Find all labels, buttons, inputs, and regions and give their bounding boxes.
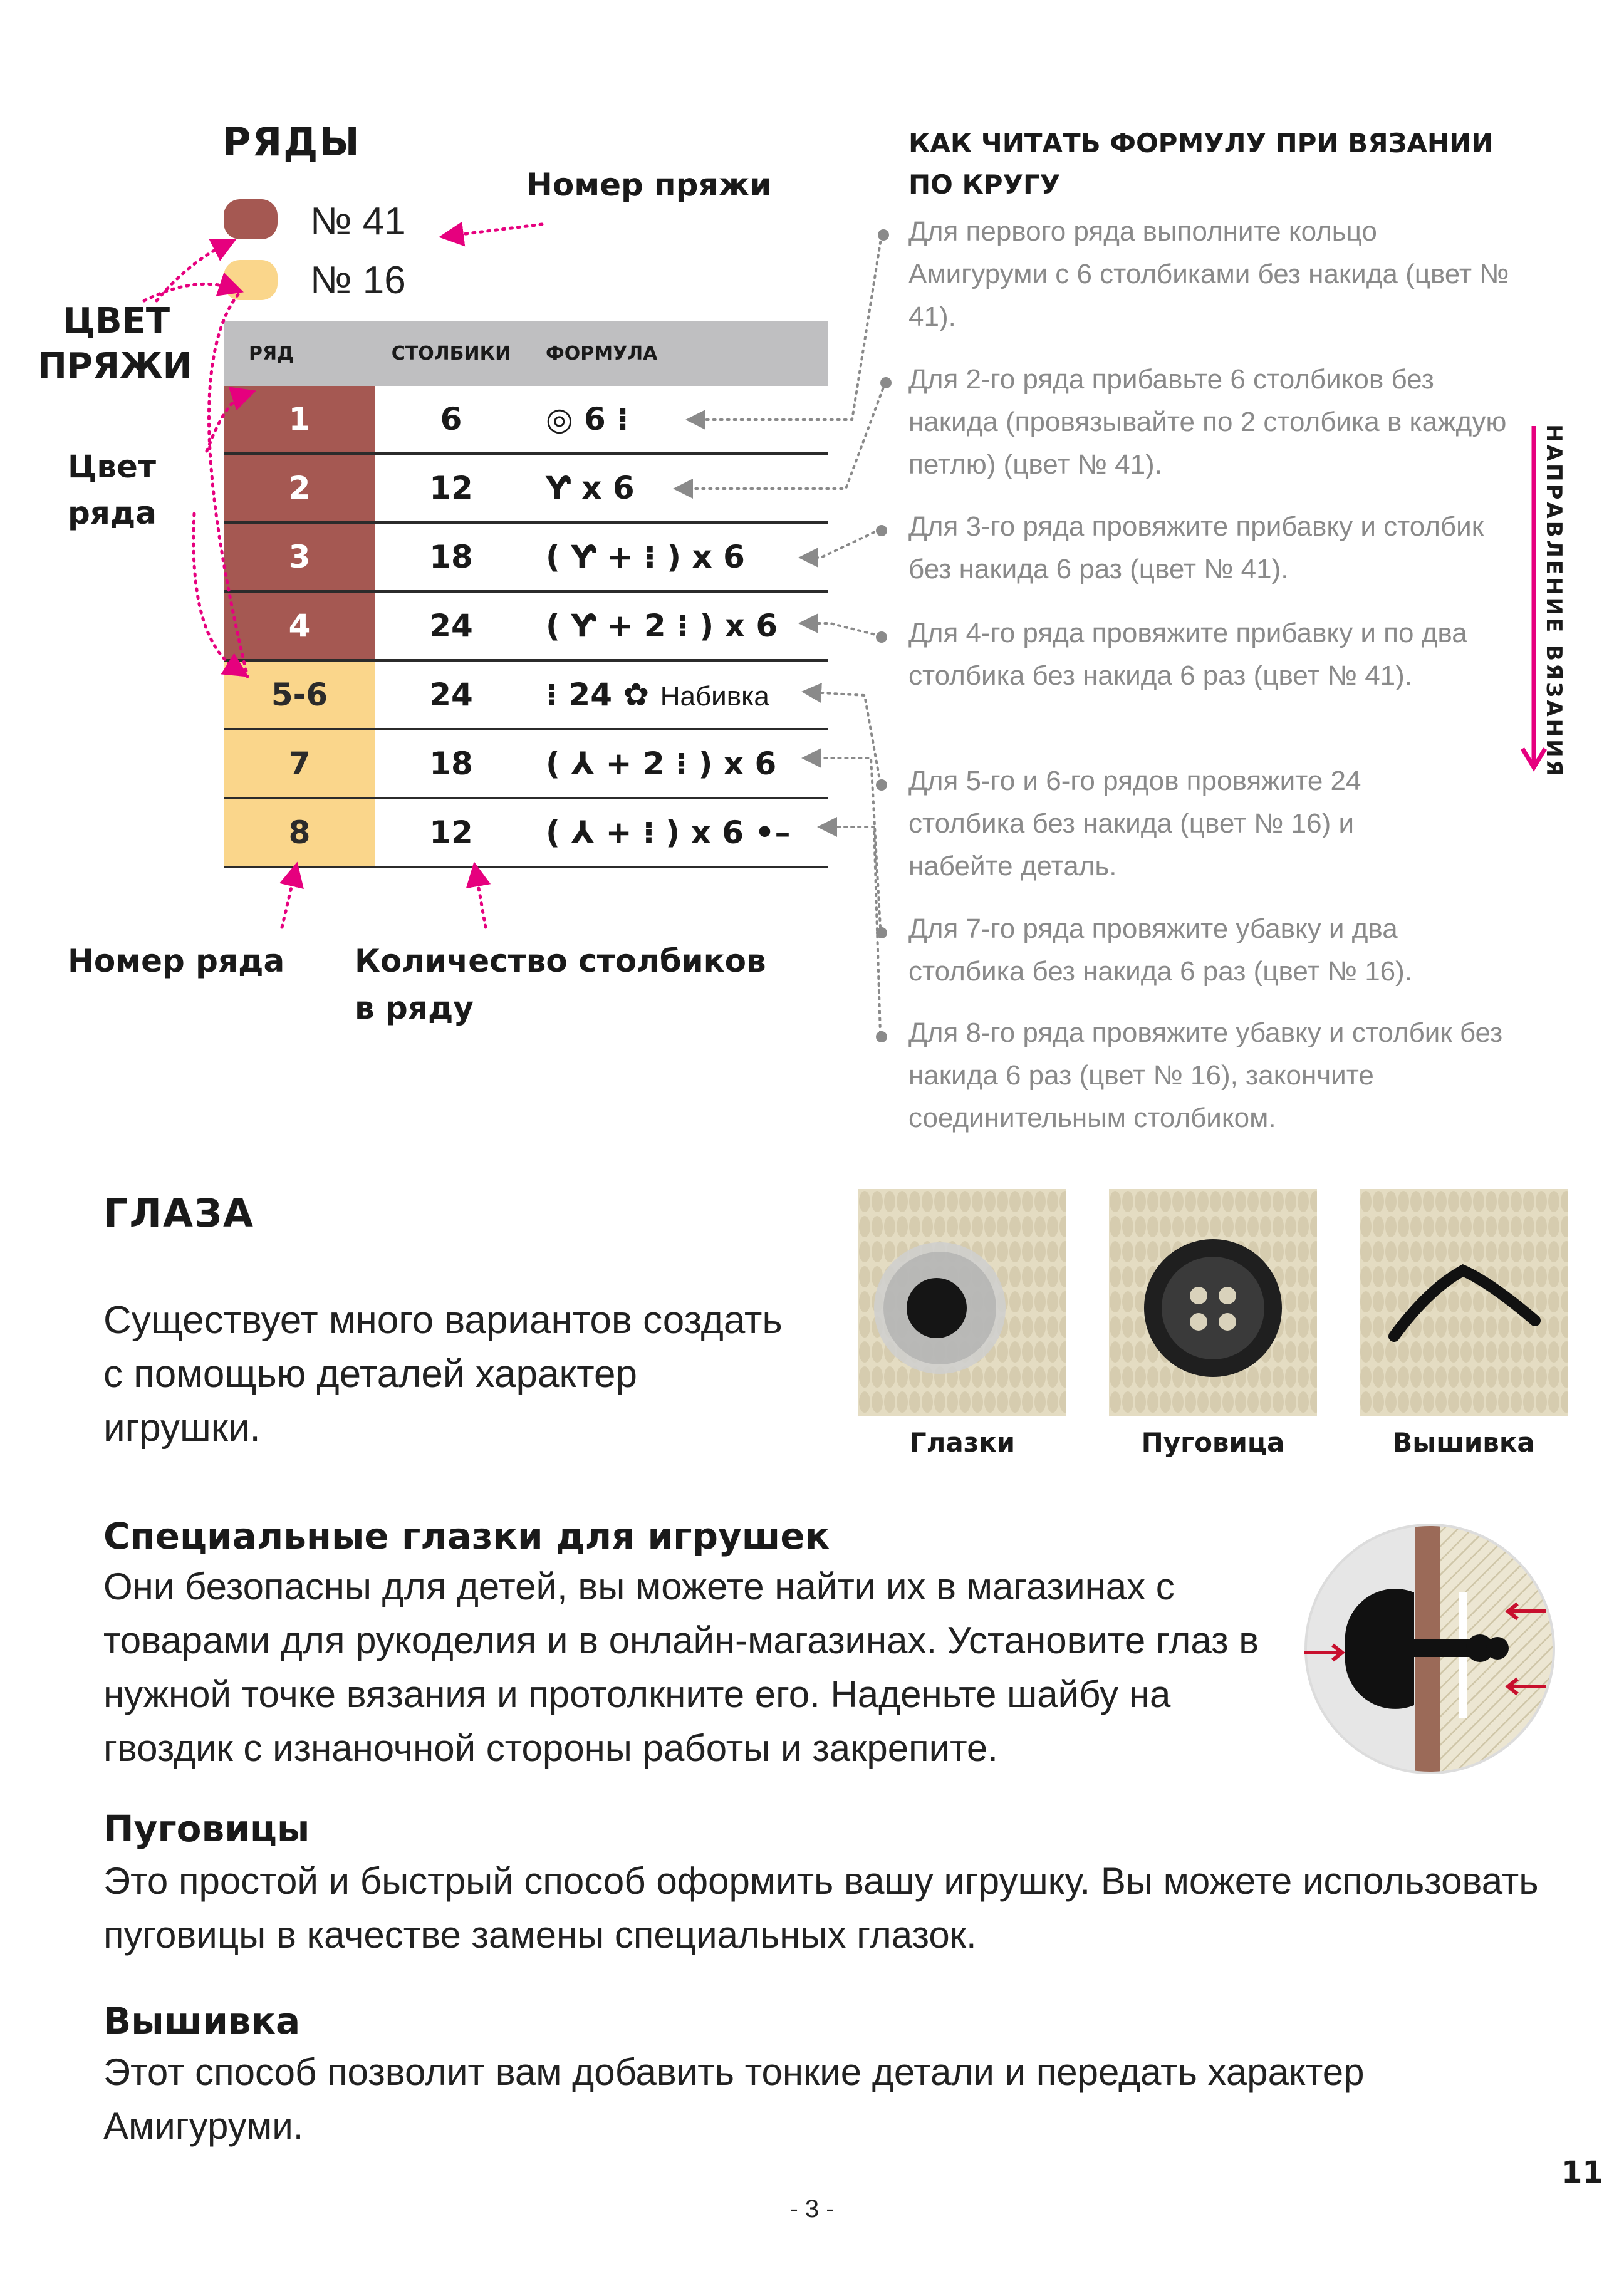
yarn-number-41: № 41 (310, 200, 406, 243)
step-bullet (876, 1031, 887, 1042)
direction-label: НАПРАВЛЕНИЕ ВЯЗАНИЯ (1541, 424, 1566, 779)
formula-text: ⁝ 24 ✿ (546, 677, 650, 713)
step-1: Для первого ряда выполните кольцо Амигуруми с 6 столбиками без накида (цвет № 41). (908, 216, 1509, 332)
step-bullet (876, 927, 887, 938)
buttons-title: Пуговицы (103, 1807, 310, 1850)
row-number-cell: 3 (224, 522, 375, 591)
caption-safety-eye: Глазки (909, 1427, 1016, 1458)
row-number-cell: 1 (224, 386, 375, 454)
formula-cell: ( Ƴ + 2 ⁝ ) x 6 (527, 591, 828, 660)
formula-cell: ( ⅄ + 2 ⁝ ) x 6 (527, 729, 828, 798)
label-stitch-count-1: Количество столбиков (355, 943, 766, 979)
yarn-number-16: № 16 (310, 259, 406, 302)
stitch-count-cell: 18 (375, 522, 527, 591)
page-number: 11 (1561, 2155, 1603, 2190)
formula-cell: ◎ 6 ⁝ (527, 386, 828, 454)
label-row-number: Номер ряда (68, 943, 285, 979)
stitch-count-cell: 6 (375, 386, 527, 454)
label-yarn-number: Номер пряжи (526, 167, 772, 203)
buttons-text: Это простой и быстрый способ оформить вашу игрушку. Вы можете использовать пуговицы в качестве замены специальных глазок. (103, 1860, 1539, 1956)
header-formula: ФОРМУЛА (527, 321, 828, 386)
row-number-cell: 5-6 (224, 660, 375, 729)
embroidery-text: Этот способ позволит вам добавить тонкие детали и передать характер Амигуруми. (103, 2051, 1365, 2147)
row-number-cell: 8 (224, 798, 375, 867)
step-bullet (876, 525, 887, 536)
formula-cell: ( ⅄ + ⁝ ) x 6 •– (527, 798, 828, 867)
photo-embroidery (1360, 1189, 1568, 1416)
row-number-cell: 2 (224, 454, 375, 522)
step-5: Для 5-го и 6-го рядов провяжите 24 столбика без накида (цвет № 16) и набейте деталь. (908, 766, 1361, 881)
row-number-cell: 4 (224, 591, 375, 660)
special-eyes-text: Они безопасны для детей, вы можете найти их в магазинах с товарами для рукоделия и в онлайн-магазинах. Установите глаз в нужной точке вязания и протолкните его. Наденьте шайбу на гвоздик с изнаночной стороны работы и закрепите. (103, 1566, 1259, 1769)
header-stitches: СТОЛБИКИ (375, 321, 527, 386)
stuffing-label: Набивка (660, 681, 769, 712)
caption-button: Пуговица (1141, 1427, 1285, 1458)
how-to-title-line1: КАК ЧИТАТЬ ФОРМУЛУ ПРИ ВЯЗАНИИ (908, 128, 1494, 158)
rows-title: РЯДЫ (222, 119, 361, 165)
stitch-count-cell: 18 (375, 729, 527, 798)
stitch-count-cell: 12 (375, 454, 527, 522)
step-3: Для 3-го ряда провяжите прибавку и столбик без накида 6 раз (цвет № 41). (908, 511, 1484, 584)
step-bullet (880, 377, 892, 388)
label-yarn-color-1: ЦВЕТ (63, 301, 170, 341)
header-row: РЯД (224, 321, 375, 386)
eyes-title: ГЛАЗА (103, 1190, 255, 1236)
label-stitch-count-2: в ряду (355, 990, 474, 1026)
stitch-count-cell: 12 (375, 798, 527, 867)
formula-cell: ( Ƴ + ⁝ ) x 6 (527, 522, 828, 591)
step-7: Для 8-го ряда провяжите убавку и столбик без накида 6 раз (цвет № 16), закончите соединительным столбиком. (908, 1017, 1503, 1133)
caption-embroidery: Вышивка (1392, 1427, 1535, 1458)
step-4: Для 4-го ряда провяжите прибавку и по два столбика без накида 6 раз (цвет № 41). (908, 618, 1467, 691)
label-yarn-color-2: ПРЯЖИ (38, 346, 192, 387)
formula-cell: Ƴ x 6 (527, 454, 828, 522)
safety-eye-diagram (1298, 1517, 1561, 1780)
label-row-color-2: ряда (68, 495, 157, 531)
step-bullet (876, 779, 887, 791)
photo-button (1109, 1189, 1317, 1416)
label-row-color-1: Цвет (68, 449, 156, 485)
how-to-title (908, 123, 1510, 205)
embroidery-title: Вышивка (103, 2000, 301, 2042)
footer-page-label: - 3 - (789, 2195, 835, 2223)
photo-safety-eye (858, 1189, 1066, 1416)
step-2: Для 2-го ряда прибавьте 6 столбиков без накида (провязывайте по 2 столбика в каждую петлю) (цвет № 41). (908, 364, 1507, 480)
row-number-cell: 7 (224, 729, 375, 798)
eyes-intro: Существует много вариантов создать с помощью деталей характер игрушки. (103, 1299, 783, 1450)
stitch-count-cell: 24 (375, 591, 527, 660)
stitch-count-cell: 24 (375, 660, 527, 729)
step-bullet (876, 631, 887, 643)
step-bullet (878, 229, 889, 241)
step-6: Для 7-го ряда провяжите убавку и два столбика без накида 6 раз (цвет № 16). (908, 913, 1413, 987)
special-eyes-title: Специальные глазки для игрушек (103, 1515, 830, 1557)
how-to-title-line2: ПО КРУГУ (908, 169, 1061, 200)
